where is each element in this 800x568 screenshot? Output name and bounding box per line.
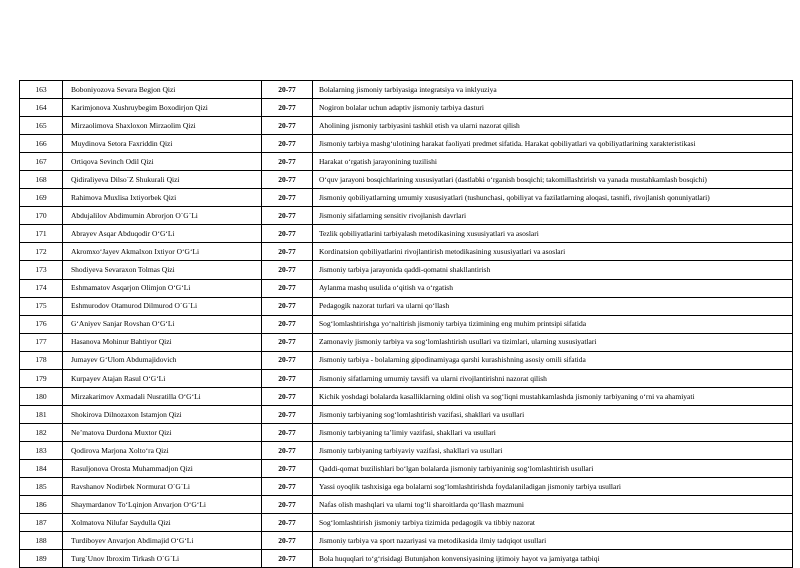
group-code-cell: 20-77 [262, 351, 313, 369]
table-row [20, 99, 793, 117]
student-name-cell: Kurpayev Atajan Rasul O‘G‘Li [63, 369, 262, 387]
group-code-cell: 20-77 [262, 153, 313, 171]
row-number-cell: 177 [20, 333, 63, 351]
row-number-cell: 165 [20, 117, 63, 135]
group-code-cell: 20-77 [262, 441, 313, 459]
group-code-cell: 20-77 [262, 550, 313, 568]
topic-cell: Sog‘lomlashtirishga yo‘naltirish jismoniy tarbiya tizimining eng muhim printsipi sifatida [313, 315, 793, 333]
table-row [20, 441, 793, 459]
table-row [20, 279, 793, 297]
topic-cell: Pedagogik nazorat turlari va ularni qo‘llash [313, 297, 793, 315]
topic-cell: Jismoniy tarbiya jarayonida qaddi-qomatni shakllantirish [313, 261, 793, 279]
table-row [20, 387, 793, 405]
table-row [20, 333, 793, 351]
topic-cell: Zamonaviy jismoniy tarbiya va sog‘lomlashtirish usullari va tizimlari, ularning xususiyatlari [313, 333, 793, 351]
topic-cell: Aholining jismoniy tarbiyasini tashkil etish va ularni nazorat qilish [313, 117, 793, 135]
topic-cell: Jismoniy qobiliyatlarning umumiy xususiyatlari (tushunchasi, qobiliyat va fazilatlarning aloqasi, tasnifi, rivojlanish qonuniyatlari) [313, 189, 793, 207]
group-code-cell: 20-77 [262, 171, 313, 189]
row-number-cell: 176 [20, 315, 63, 333]
student-name-cell: Shodiyeva Sevaraxon Tolmas Qizi [63, 261, 262, 279]
topic-cell: Harakat o‘rgatish jarayonining tuzilishi [313, 153, 793, 171]
row-number-cell: 183 [20, 441, 63, 459]
table-row [20, 496, 793, 514]
group-code-cell: 20-77 [262, 315, 313, 333]
topic-cell: Aylanma mashq usulida o‘qitish va o‘rgatish [313, 279, 793, 297]
table-row [20, 423, 793, 441]
topic-cell: Jismoniy tarbiya va sport nazariyasi va metodikasida ilmiy tadqiqot usullari [313, 532, 793, 550]
table-row [20, 117, 793, 135]
table-row [20, 189, 793, 207]
table-row [20, 478, 793, 496]
row-number-cell: 178 [20, 351, 63, 369]
student-name-cell: Turg`Unov Ibroxim Tirkash O`G`Li [63, 550, 262, 568]
group-code-cell: 20-77 [262, 135, 313, 153]
student-name-cell: Abdujalilov Abdimumin Abrorjon O`G`Li [63, 207, 262, 225]
topic-cell: Jismoniy sifatlarning umumiy tavsifi va ularni rivojlantirishni nazorat qilish [313, 369, 793, 387]
student-name-cell: Karimjonova Xushruybegim Boxodirjon Qizi [63, 99, 262, 117]
row-number-cell: 170 [20, 207, 63, 225]
group-code-cell: 20-77 [262, 117, 313, 135]
topic-cell: Qaddi-qomat buzilishlari bo‘lgan bolalarda jismoniy tarbiyaninig sog‘lomlashtirish usullari [313, 459, 793, 477]
group-code-cell: 20-77 [262, 333, 313, 351]
table-row [20, 81, 793, 99]
student-name-cell: Qodirova Marjona Xolto‘ra Qizi [63, 441, 262, 459]
student-name-cell: Abrayev Asqar Abduqodir O‘G‘Li [63, 225, 262, 243]
table-row [20, 261, 793, 279]
student-name-cell: Eshmurodov Otamurod Dilmurod O`G`Li [63, 297, 262, 315]
group-code-cell: 20-77 [262, 405, 313, 423]
row-number-cell: 188 [20, 532, 63, 550]
topic-cell: Bola huquqlari to‘g‘risidagi Butunjahon konvensiyasining ijtimoiy hayot va jamiyatga tatbiqi [313, 550, 793, 568]
group-code-cell: 20-77 [262, 514, 313, 532]
student-name-cell: Qidiraliyeva Dilso`Z Shukurali Qizi [63, 171, 262, 189]
table-row [20, 405, 793, 423]
topic-cell: Jismoniy sifatlarning sensitiv rivojlanish davrlari [313, 207, 793, 225]
student-topics-table [19, 80, 793, 568]
group-code-cell: 20-77 [262, 478, 313, 496]
student-name-cell: Rasuljonova Orosta Muhammadjon Qizi [63, 459, 262, 477]
table-row [20, 532, 793, 550]
table-row [20, 153, 793, 171]
row-number-cell: 169 [20, 189, 63, 207]
row-number-cell: 174 [20, 279, 63, 297]
row-number-cell: 186 [20, 496, 63, 514]
group-code-cell: 20-77 [262, 261, 313, 279]
student-name-cell: Shokirova Dilnozaxon Istamjon Qizi [63, 405, 262, 423]
row-number-cell: 179 [20, 369, 63, 387]
student-name-cell: Xolmatova Nilufar Saydulla Qizi [63, 514, 262, 532]
topic-cell: Kichik yoshdagi bolalarda kasalliklarning oldini olish va sog‘liqni mustahkamlashda jismoniy tarbiyaning o‘rni va ahamiyati [313, 387, 793, 405]
table-row [20, 369, 793, 387]
group-code-cell: 20-77 [262, 369, 313, 387]
student-name-cell: Mirzakarimov Axmadali Nusratilla O‘G‘Li [63, 387, 262, 405]
row-number-cell: 164 [20, 99, 63, 117]
table-row [20, 171, 793, 189]
row-number-cell: 189 [20, 550, 63, 568]
group-code-cell: 20-77 [262, 387, 313, 405]
topic-cell: O‘quv jarayoni bosqichlarining xususiyatlari (dastlabki o‘rganish bosqichi; takomillashtirish va yanada mustahkamlash bosqichi) [313, 171, 793, 189]
table-row [20, 207, 793, 225]
row-number-cell: 163 [20, 81, 63, 99]
student-name-cell: G‘Aniyev Sanjar Rovshan O‘G‘Li [63, 315, 262, 333]
topic-cell: Bolalarning jismoniy tarbiyasiga integratsiya va inklyuziya [313, 81, 793, 99]
topic-cell: Kordinatsion qobiliyatlarini rivojlantirish metodikasining xususiyatlari va asoslari [313, 243, 793, 261]
row-number-cell: 182 [20, 423, 63, 441]
student-name-cell: Turdiboyev Anvarjon Abdimajid O‘G‘Li [63, 532, 262, 550]
topic-cell: Nafas olish mashqlari va ularni tog‘li sharoitlarda qo‘llash mazmuni [313, 496, 793, 514]
table-row [20, 135, 793, 153]
row-number-cell: 167 [20, 153, 63, 171]
group-code-cell: 20-77 [262, 532, 313, 550]
row-number-cell: 166 [20, 135, 63, 153]
table-row [20, 514, 793, 532]
group-code-cell: 20-77 [262, 279, 313, 297]
topic-cell: Jismoniy tarbiyaning sog‘lomlashtirish vazifasi, shakllari va usullari [313, 405, 793, 423]
student-name-cell: Ravshanov Nodirbek Normurat O`G`Li [63, 478, 262, 496]
student-name-cell: Ortiqova Sevinch Odil Qizi [63, 153, 262, 171]
topic-cell: Jismoniy tarbiyaning ta’limiy vazifasi, shakllari va usullari [313, 423, 793, 441]
student-name-cell: Boboniyozova Sevara Begjon Qizi [63, 81, 262, 99]
row-number-cell: 173 [20, 261, 63, 279]
topic-cell: Sog‘lomlashtirish jismoniy tarbiya tizimida pedagogik va tibbiy nazorat [313, 514, 793, 532]
table-row [20, 459, 793, 477]
row-number-cell: 175 [20, 297, 63, 315]
table-row [20, 243, 793, 261]
group-code-cell: 20-77 [262, 99, 313, 117]
group-code-cell: 20-77 [262, 207, 313, 225]
table-row [20, 315, 793, 333]
student-name-cell: Jumayev G‘Ulom Abdumajidovich [63, 351, 262, 369]
group-code-cell: 20-77 [262, 189, 313, 207]
topic-cell: Jismoniy tarbiyaning tarbiyaviy vazifasi, shakllari va usullari [313, 441, 793, 459]
student-name-cell: Eshmamatov Asqarjon Olimjon O‘G‘Li [63, 279, 262, 297]
row-number-cell: 168 [20, 171, 63, 189]
topic-cell: Yassi oyoqlik tashxisiga ega bolalarni sog‘lomlashtirishda foydalaniladigan jismoniy tarbiya usullari [313, 478, 793, 496]
student-name-cell: Muydinova Setora Faxriddin Qizi [63, 135, 262, 153]
row-number-cell: 187 [20, 514, 63, 532]
topic-cell: Nogiron bolalar uchun adaptiv jismoniy tarbiya dasturi [313, 99, 793, 117]
student-name-cell: Hasanova Mohinur Bahtiyor Qizi [63, 333, 262, 351]
row-number-cell: 172 [20, 243, 63, 261]
table-row [20, 225, 793, 243]
group-code-cell: 20-77 [262, 297, 313, 315]
student-name-cell: Ne’matova Durdona Muxtor Qizi [63, 423, 262, 441]
row-number-cell: 185 [20, 478, 63, 496]
table-row [20, 297, 793, 315]
row-number-cell: 184 [20, 459, 63, 477]
student-name-cell: Akromxo‘Jayev Akmalxon Ixtiyor O‘G‘Li [63, 243, 262, 261]
table-row [20, 550, 793, 568]
group-code-cell: 20-77 [262, 496, 313, 514]
group-code-cell: 20-77 [262, 423, 313, 441]
row-number-cell: 180 [20, 387, 63, 405]
student-name-cell: Rahimova Muxlisa Ixtiyorbek Qizi [63, 189, 262, 207]
topic-cell: Jismoniy tarbiya - bolalarning gipodinamiyaga qarshi kurashishning asosiy omili sifatida [313, 351, 793, 369]
topic-cell: Tezlik qobiliyatlarini tarbiyalash metodikasining xususiyatlari va asoslari [313, 225, 793, 243]
student-name-cell: Shaymardanov To‘Lqinjon Anvarjon O‘G‘Li [63, 496, 262, 514]
row-number-cell: 181 [20, 405, 63, 423]
group-code-cell: 20-77 [262, 459, 313, 477]
row-number-cell: 171 [20, 225, 63, 243]
table-row [20, 351, 793, 369]
group-code-cell: 20-77 [262, 225, 313, 243]
group-code-cell: 20-77 [262, 81, 313, 99]
group-code-cell: 20-77 [262, 243, 313, 261]
student-name-cell: Mirzaolimova Shaxloxon Mirzaolim Qizi [63, 117, 262, 135]
topic-cell: Jismoniy tarbiya mashg‘ulotining harakat faoliyati predmet sifatida. Harakat qobiliyatlari va qobiliyatlarining xarakteristikasi [313, 135, 793, 153]
